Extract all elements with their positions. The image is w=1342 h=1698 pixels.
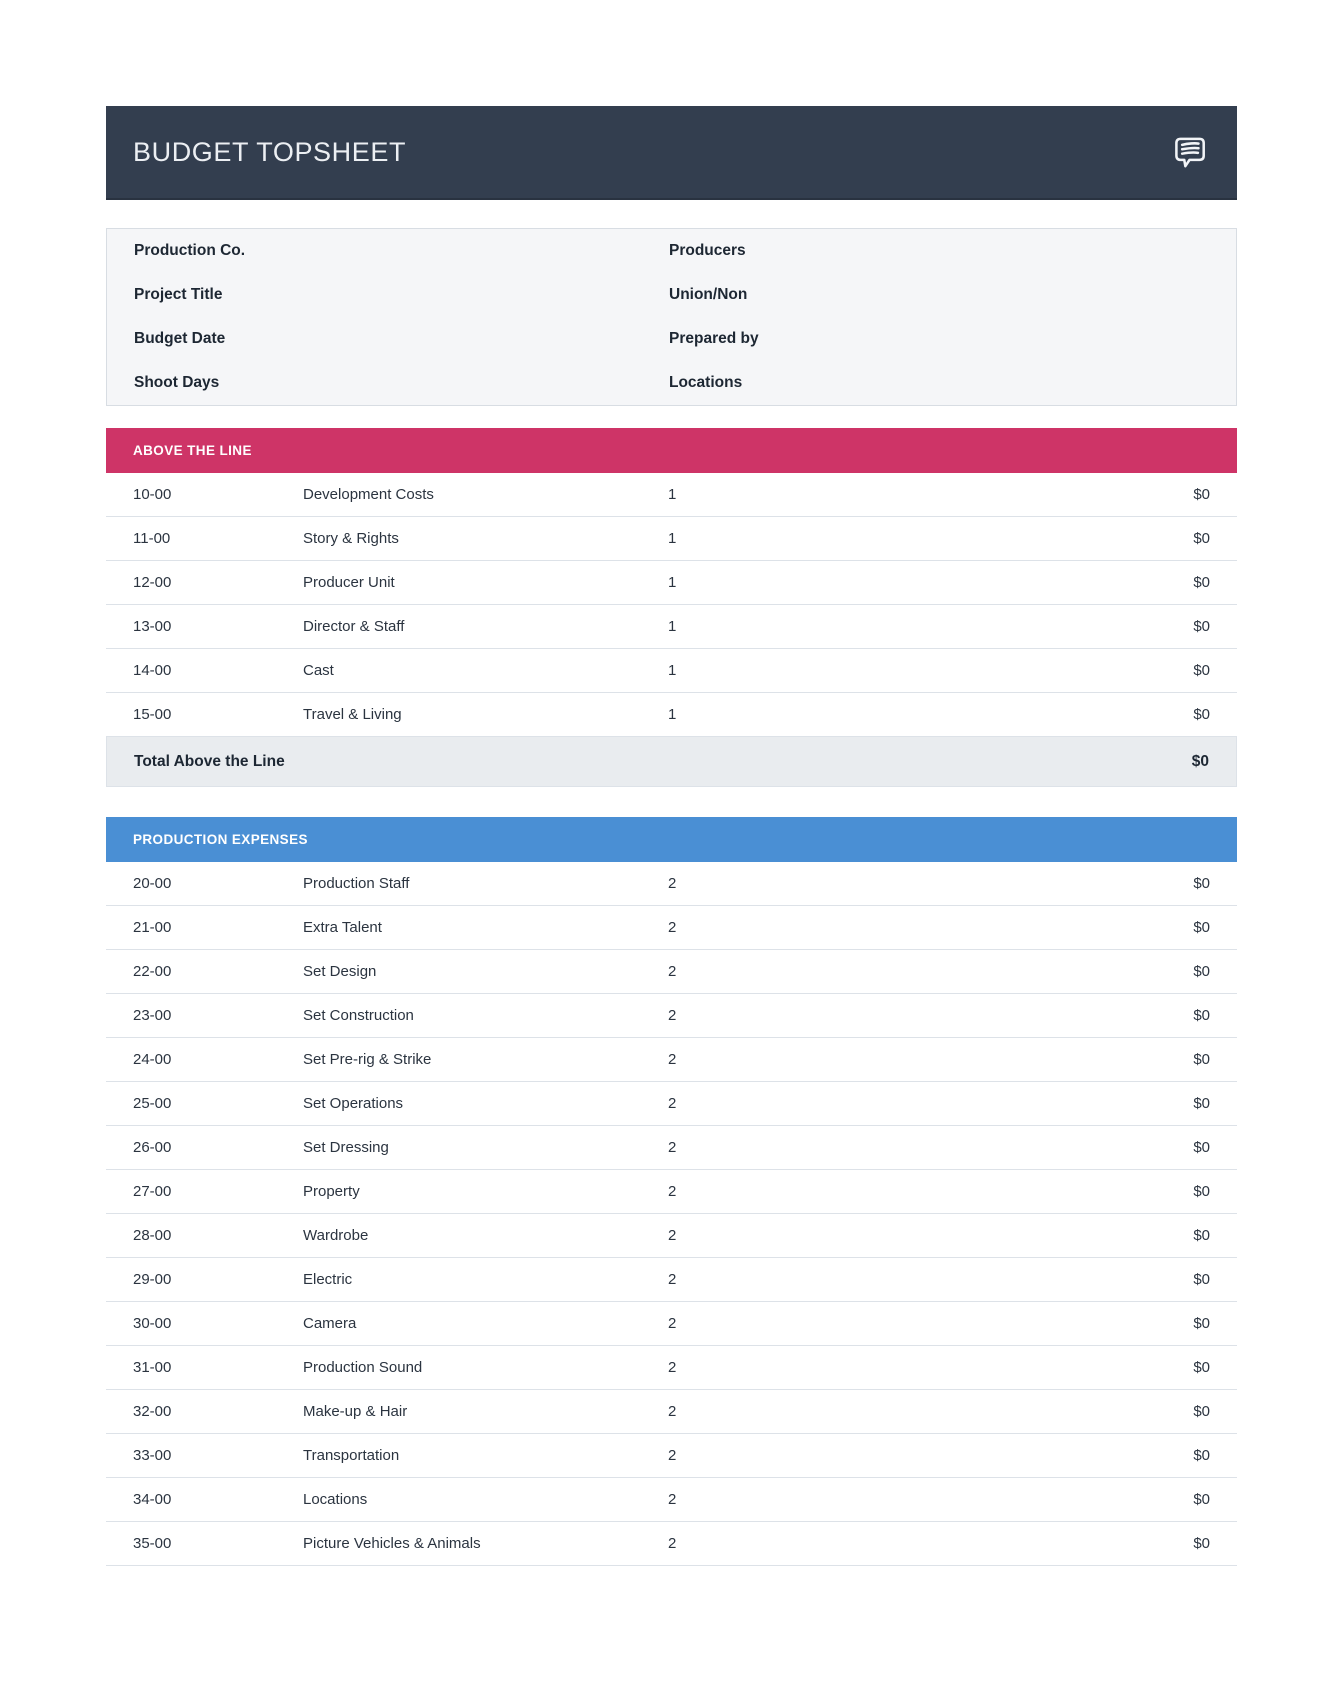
cell-category: Travel & Living: [303, 706, 402, 723]
table-row: [106, 473, 1237, 517]
cell-amount: $0: [1193, 1403, 1210, 1420]
cell-amount: $0: [1193, 1447, 1210, 1464]
section-header-above-the-line: [106, 428, 1237, 473]
cell-category: Make-up & Hair: [303, 1403, 408, 1420]
table-row: [106, 1126, 1237, 1170]
table-row: [106, 1434, 1237, 1478]
cell-category: Set Operations: [303, 1095, 404, 1112]
table-row: [106, 1390, 1237, 1434]
cell-category: Set Construction: [303, 1007, 414, 1024]
field-production-co: Production Co.: [134, 242, 246, 259]
cell-category: Electric: [303, 1271, 353, 1288]
cell-amount: $0: [1193, 662, 1210, 679]
cell-amount: $0: [1193, 963, 1210, 980]
cell-account: 22-00: [133, 963, 172, 980]
cell-account: 26-00: [133, 1139, 172, 1156]
cell-account: 32-00: [133, 1403, 172, 1420]
cell-amount: $0: [1193, 1535, 1210, 1552]
cell-category: Cast: [303, 662, 334, 679]
section-title: ABOVE THE LINE: [133, 443, 252, 458]
cell-page: 1: [668, 574, 677, 591]
table-row: [106, 950, 1237, 994]
production-info-panel: [106, 228, 1237, 406]
cell-category: Producer Unit: [303, 574, 395, 591]
cell-account: 13-00: [133, 618, 172, 635]
table-row: [106, 517, 1237, 561]
cell-page: 2: [668, 1359, 677, 1376]
field-union-non: Union/Non: [669, 286, 748, 303]
cell-page: 2: [668, 1227, 677, 1244]
cell-category: Production Sound: [303, 1359, 423, 1376]
total-row: [106, 737, 1237, 787]
field-locations: Locations: [669, 374, 743, 391]
field-prepared-by: Prepared by: [669, 330, 759, 347]
cell-amount: $0: [1193, 618, 1210, 635]
cell-account: 25-00: [133, 1095, 172, 1112]
cell-category: Transportation: [303, 1447, 400, 1464]
cell-category: Wardrobe: [303, 1227, 369, 1244]
cell-amount: $0: [1193, 1271, 1210, 1288]
cell-page: 2: [668, 1535, 677, 1552]
table-row: [106, 862, 1237, 906]
cell-account: 24-00: [133, 1051, 172, 1068]
field-shoot-days: Shoot Days: [134, 374, 220, 391]
cell-page: 2: [668, 1007, 677, 1024]
cell-page: 1: [668, 486, 677, 503]
total-value: $0: [1191, 752, 1209, 770]
cell-account: 14-00: [133, 662, 172, 679]
total-label: Total Above the Line: [134, 752, 285, 770]
cell-account: 15-00: [133, 706, 172, 723]
table-row: [106, 1522, 1237, 1566]
cell-page: 1: [668, 530, 677, 547]
table-row: [106, 1346, 1237, 1390]
field-producers: Producers: [669, 242, 746, 259]
cell-page: 2: [668, 1139, 677, 1156]
page-title: BUDGET TOPSHEET: [133, 136, 407, 167]
cell-account: 12-00: [133, 574, 172, 591]
cell-category: Set Design: [303, 963, 377, 980]
cell-page: 2: [668, 1491, 677, 1508]
cell-amount: $0: [1193, 1359, 1210, 1376]
field-project-title: Project Title: [134, 286, 223, 303]
section-header-production-expenses: [106, 817, 1237, 862]
table-row: [106, 1258, 1237, 1302]
cell-account: 11-00: [133, 530, 171, 547]
cell-account: 10-00: [133, 486, 172, 503]
cell-account: 23-00: [133, 1007, 172, 1024]
cell-amount: $0: [1193, 1139, 1210, 1156]
table-row: [106, 1170, 1237, 1214]
cell-amount: $0: [1193, 1227, 1210, 1244]
cell-amount: $0: [1193, 1491, 1210, 1508]
cell-page: 2: [668, 1051, 677, 1068]
cell-amount: $0: [1193, 574, 1210, 591]
cell-amount: $0: [1193, 530, 1210, 547]
production-expenses-table: [106, 862, 1237, 1566]
cell-amount: $0: [1193, 875, 1210, 892]
cell-category: Property: [303, 1183, 360, 1200]
table-row: [106, 1038, 1237, 1082]
cell-category: Development Costs: [303, 486, 434, 503]
budget-topsheet-page: [106, 106, 1237, 1566]
cell-account: 33-00: [133, 1447, 172, 1464]
table-row: [106, 994, 1237, 1038]
cell-account: 35-00: [133, 1535, 172, 1552]
table-row: [106, 906, 1237, 950]
cell-amount: $0: [1193, 706, 1210, 723]
cell-amount: $0: [1193, 919, 1210, 936]
above-the-line-table: [106, 473, 1237, 737]
cell-page: 1: [668, 618, 677, 635]
cell-category: Set Dressing: [303, 1139, 389, 1156]
cell-category: Story & Rights: [303, 530, 399, 547]
cell-page: 2: [668, 1095, 677, 1112]
table-row: [106, 561, 1237, 605]
cell-category: Extra Talent: [303, 919, 382, 936]
table-row: [106, 693, 1237, 737]
cell-category: Director & Staff: [303, 618, 405, 635]
cell-page: 2: [668, 1183, 677, 1200]
cell-page: 2: [668, 963, 677, 980]
table-row: [106, 1302, 1237, 1346]
cell-account: 21-00: [133, 919, 172, 936]
cell-page: 1: [668, 662, 677, 679]
cell-page: 2: [668, 1315, 677, 1332]
cell-account: 20-00: [133, 875, 172, 892]
cell-page: 2: [668, 919, 677, 936]
comment-icon[interactable]: [1168, 131, 1210, 173]
cell-page: 2: [668, 875, 677, 892]
cell-account: 30-00: [133, 1315, 172, 1332]
cell-amount: $0: [1193, 1315, 1210, 1332]
table-row: [106, 605, 1237, 649]
table-row: [106, 1214, 1237, 1258]
cell-page: 1: [668, 706, 677, 723]
cell-category: Picture Vehicles & Animals: [303, 1535, 481, 1552]
cell-amount: $0: [1193, 1051, 1210, 1068]
table-row: [106, 1478, 1237, 1522]
cell-amount: $0: [1193, 1095, 1210, 1112]
cell-amount: $0: [1193, 486, 1210, 503]
cell-account: 29-00: [133, 1271, 172, 1288]
section-title: PRODUCTION EXPENSES: [133, 832, 308, 847]
cell-account: 31-00: [133, 1359, 172, 1376]
cell-account: 28-00: [133, 1227, 172, 1244]
cell-amount: $0: [1193, 1007, 1210, 1024]
cell-category: Locations: [303, 1491, 368, 1508]
cell-page: 2: [668, 1447, 677, 1464]
cell-page: 2: [668, 1271, 677, 1288]
cell-amount: $0: [1193, 1183, 1210, 1200]
field-budget-date: Budget Date: [134, 330, 226, 347]
table-row: [106, 1082, 1237, 1126]
cell-category: Camera: [303, 1315, 357, 1332]
cell-category: Set Pre-rig & Strike: [303, 1051, 432, 1068]
cell-account: 34-00: [133, 1491, 172, 1508]
info-column-right: [669, 229, 1236, 405]
cell-account: 27-00: [133, 1183, 172, 1200]
info-column-left: [107, 229, 669, 405]
header: [106, 106, 1237, 200]
table-row: [106, 649, 1237, 693]
cell-category: Production Staff: [303, 875, 410, 892]
cell-page: 2: [668, 1403, 677, 1420]
